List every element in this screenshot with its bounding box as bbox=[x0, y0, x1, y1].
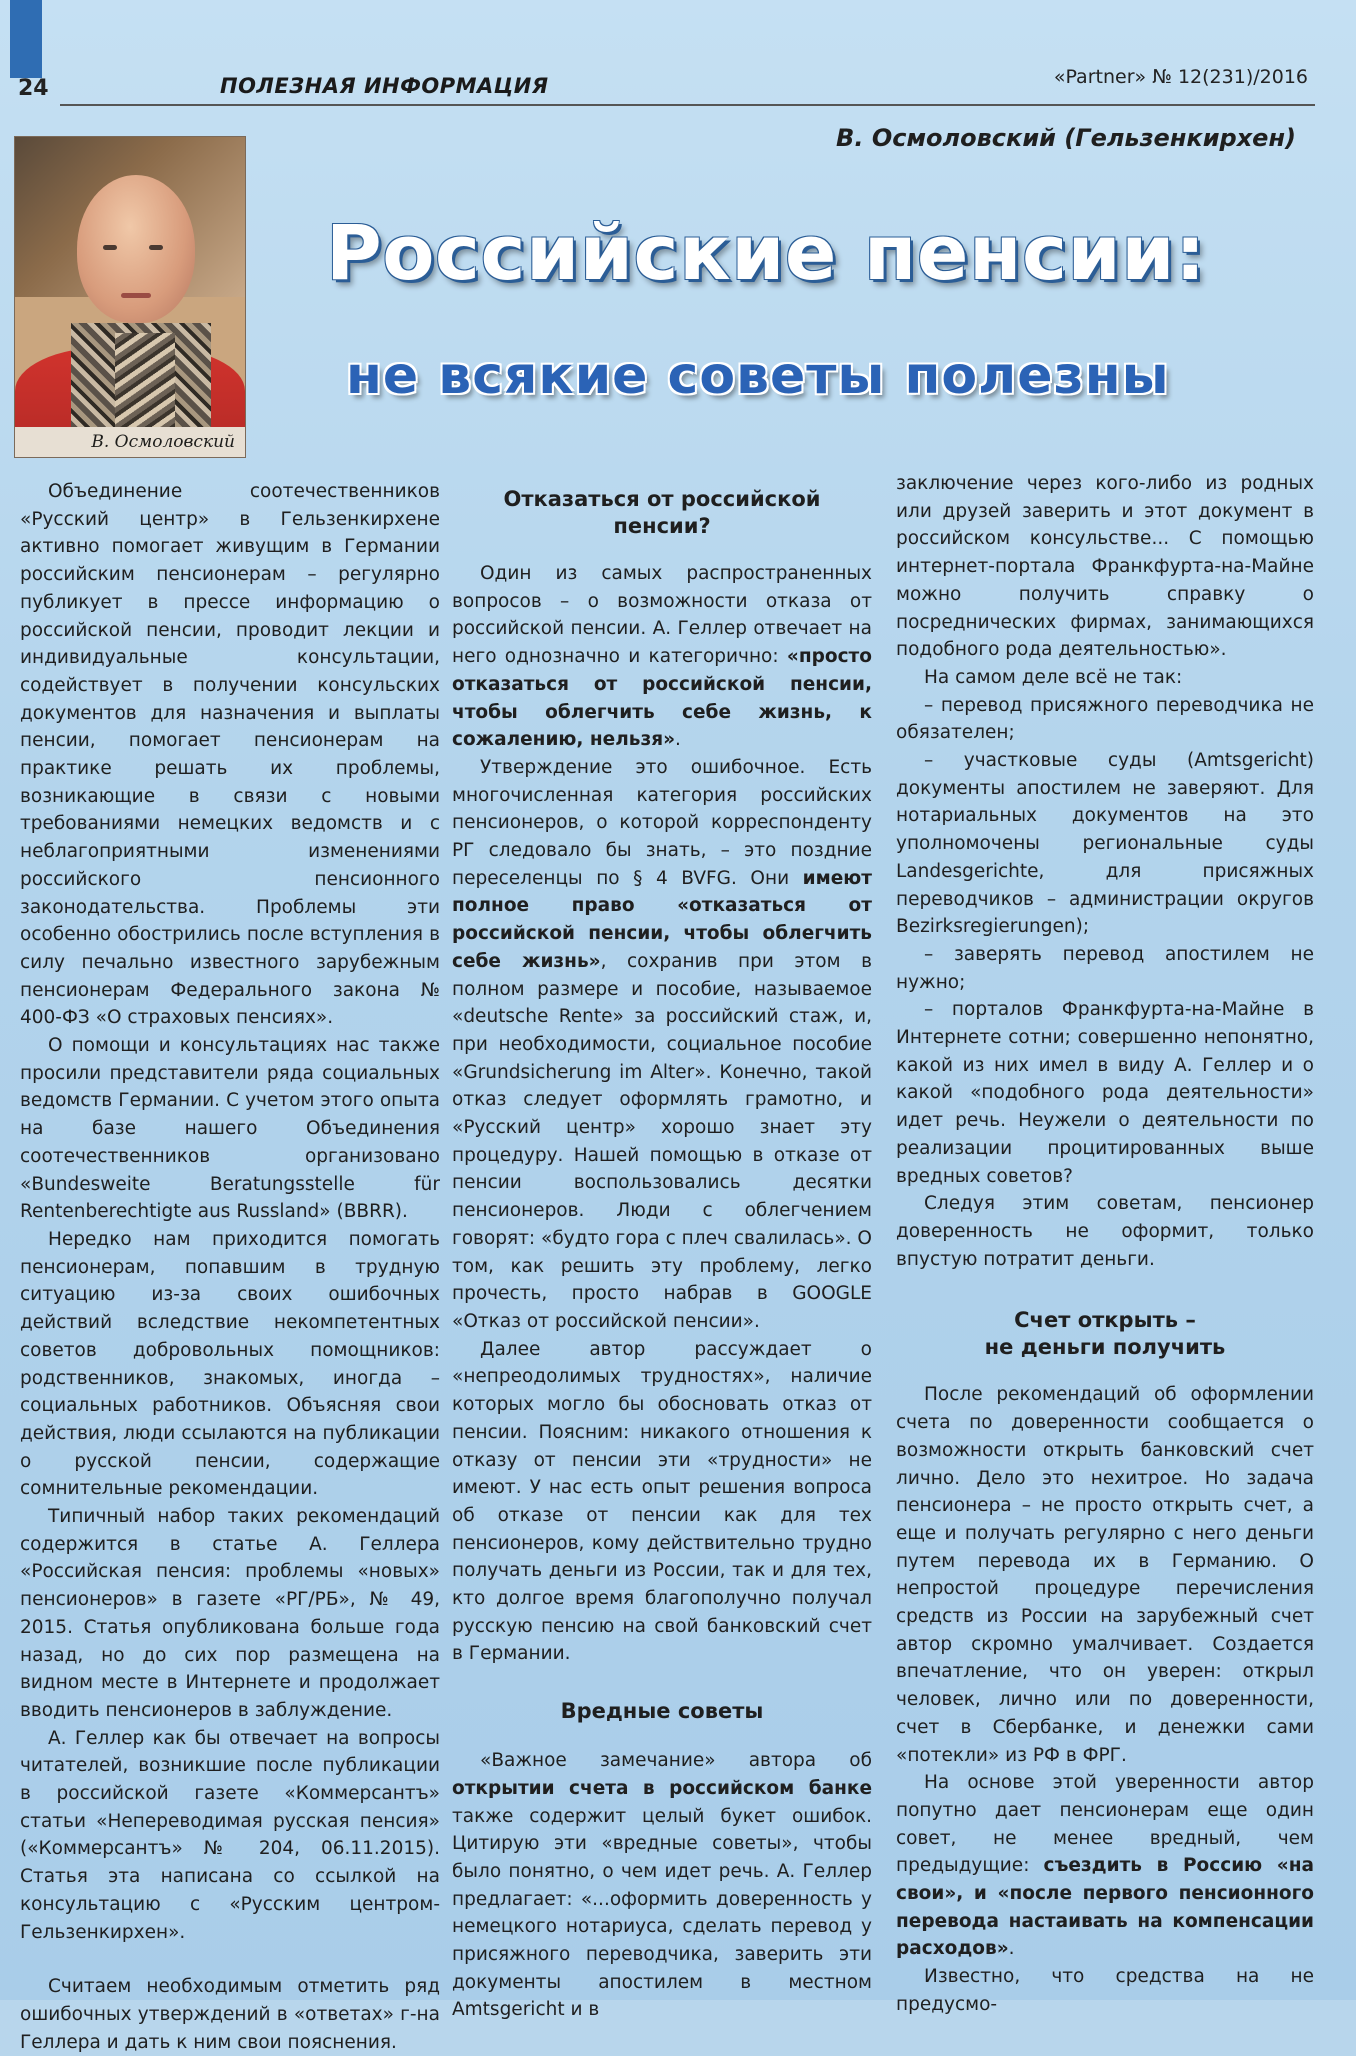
paragraph: – заверять перевод апостилем не нужно; bbox=[896, 943, 1314, 993]
issue-label: «Partner» № 12(231)/2016 bbox=[1053, 66, 1308, 88]
heading-line: пенсии? bbox=[613, 514, 711, 538]
text-run: На основе этой уверенности автор попутно дает пенсионерам еще один совет, не менее вредный, чем предыдущие: bbox=[896, 1772, 1314, 1877]
column-2 bbox=[452, 486, 872, 2024]
bold-phrase: открытии счета в российском банке bbox=[452, 1777, 872, 1799]
paragraph: О помощи и консультациях нас также просили представители ряда социальных ведомств Германии. С учетом этого опыта на базе нашего Объединения соотечественников организовано «Bundesweite Beratungsstelle für Rentenberechtigte aus Russland» (BBRR). bbox=[20, 1035, 440, 1223]
photo-eye-left bbox=[103, 245, 117, 250]
paragraph: заключение через кого-либо из родных или друзей заверить и этот документ в российском консульстве... С помощью интернет-портала Франкфурта-на-Майне можно получить справку о посреднических фирмах, занимающихся подобного рода деятельностью». bbox=[896, 473, 1314, 661]
paragraph: Считаем необходимым отметить ряд ошибочных утверждений в «ответах» г-на Геллера и дать к ним свои пояснения. bbox=[20, 1976, 440, 2053]
bold-quote: съездить в Россию «на свои», и «после первого пенсионного перевода настаивать на компенсации расходов» bbox=[896, 1855, 1314, 1960]
paragraph bbox=[452, 560, 872, 754]
photo-caption: В. Осмоловский bbox=[15, 427, 245, 457]
article-byline: В. Осмоловский (Гельзенкирхен) bbox=[836, 124, 1296, 152]
paragraph: Типичный набор таких рекомендаций содержится в статье А. Геллера «Российская пенсия: проблемы «новых» пенсионеров» в газете «РГ/РБ», № 49, 2015. Статья опубликована больше года назад, но до сих пор размещена на видном месте в Интернете и продолжает вводить пенсионеров в заблуждение. bbox=[20, 1506, 440, 1721]
bold-quote: «просто отказаться от российской пенсии, чтобы облегчить себе жизнь, к сожалению, нельзя» bbox=[452, 646, 872, 751]
article-title: Российские пенсии: bbox=[326, 208, 1206, 297]
text-run: . bbox=[1008, 1938, 1015, 1960]
paragraph bbox=[896, 1769, 1314, 1963]
photo-mouth bbox=[121, 293, 151, 298]
heading-line: Отказаться от российской bbox=[503, 487, 821, 511]
paragraph: – участковые суды (Amtsgericht) документы апостилем не заверяют. Для нотариальных документов на это уполномочены региональные суды Landesgerichte, для присяжных переводчиков – администрации округов Bezirksregierungen); bbox=[896, 750, 1314, 938]
paragraph: На самом деле всё не так: bbox=[924, 666, 1183, 688]
header-rule bbox=[60, 104, 1315, 106]
heading-line: не деньги получить bbox=[984, 1335, 1226, 1360]
paragraph: Нередко нам приходится помогать пенсионерам, попавшим в трудную ситуацию из-за своих ошибочных действий вследствие некомпетентных советов добровольных помощников: родственников, знакомых, иногда – социальных работников. Объясняя свои действия, люди ссылаются на публикации о русской пенсии, содержащие сомнительные рекомендации. bbox=[20, 1228, 440, 1500]
paragraph: Следуя этим советам, пенсионер доверенность не оформит, только впустую потратит деньги. bbox=[896, 1193, 1314, 1270]
paragraph bbox=[452, 754, 872, 1336]
photo-eye-right bbox=[149, 245, 163, 250]
section-title: ПОЛЕЗНАЯ ИНФОРМАЦИЯ bbox=[220, 74, 549, 98]
heading-line: Счет открыть – bbox=[1014, 1308, 1196, 1333]
column-1 bbox=[20, 478, 440, 2056]
paragraph: Далее автор рассуждает о «непреодолимых трудностях», наличие которых могло бы обосновать отказ от пенсии. Поясним: никакого отношения к отказу от пенсии эти «трудности» не имеют. У нас есть опыт решения вопроса об отказе от пенсии как для тех пенсионеров, кому действительно трудно получать деньги из России, так и для тех, кто долгое время благополучно получал русскую пенсию на свой банковский счет в Германии. bbox=[452, 1338, 872, 1665]
photo-head bbox=[77, 175, 195, 323]
text-run: , сохранив при этом в полном размере и пособие, называемое «deutsche Rente» за российский стаж, и, при необходимости, социальное пособие «Grundsicherung im Alter». Конечно, такой отказ следует оформлять грамотно, и «Русский центр» хорошо знает эту процедуру. Нашей помощью в отказе от пенсии воспользовались десятки пенсионеров. Люди с облегчением говорят: «будто гора с плеч свалилась». О том, как решить эту проблему, легко прочесть, просто набрав в GOOGLE «Отказ от российской пенсии». bbox=[452, 950, 872, 1332]
paragraph: После рекомендаций об оформлении счета по доверенности сообщается о возможности открыть банковский счет лично. Дело это нехитрое. Но задача пенсионера – не просто открыть счет, а еще и получать регулярно с него деньги путем перевода их в Германию. О непростой процедуре перечисления средств из России на зарубежный счет автор скромно умалчивает. Создается впечатление, что он уверен: открыл человек, лично или по доверенности, счет в Сбербанке, и денежки сами «потекли» из РФ в ФРГ. bbox=[896, 1384, 1314, 1766]
page-edge-tab bbox=[10, 0, 42, 78]
text-run: «Важное замечание» автора об bbox=[480, 1750, 872, 1772]
text-run: Один из самых распространенных вопросов – о возможности отказа от российской пенсии. А. Геллер отвечает на него однозначно и категорично: bbox=[452, 563, 872, 668]
paragraph bbox=[452, 1747, 872, 2024]
paragraph: Объединение соотечественников «Русский центр» в Гельзенкирхене активно помогает живущим в Германии российским пенсионерам – регулярно публикует в прессе информацию о российской пенсии, проводит лекции и индивидуальные консультации, содействует в получении консульских документов для назначения и выплаты пенсии, помогает пенсионерам на практике решать их проблемы, возникающие в связи с новыми требованиями немецких ведомств и с неблагоприятными изменениями российского пенсионного законодательства. Проблемы эти особенно обострились после вступления в силу печально известного зарубежным пенсионерам Федерального закона № 400-ФЗ «О страховых пенсиях». bbox=[20, 481, 440, 1029]
section-heading bbox=[452, 486, 872, 540]
text-run: Утверждение это ошибочное. Есть многочисленная категория российских пенсионеров, о которой корреспонденту РГ следовало бы знать, – это поздние переселенцы по § 4 BVFG. Они bbox=[452, 756, 872, 889]
text-run: также содержит целый букет ошибок. Цитирую эти «вредные советы», чтобы было понятно, о чем идет речь. А. Геллер предлагает: «...оформить доверенность у немецкого нотариуса, сделать перевод у присяжного переводчика, заверить эти документы апостилем в местном Amtsgericht и в bbox=[452, 1805, 872, 2021]
author-photo bbox=[14, 136, 246, 458]
paragraph: – порталов Франкфурта-на-Майне в Интернете сотни; совершенно непонятно, какой из них имел в виду А. Геллер и о какой «подобного рода деятельности» идет речь. Неужели о деятельности по реализации процитированных выше вредных советов? bbox=[896, 999, 1314, 1187]
section-heading: Вредные советы bbox=[560, 1699, 764, 1724]
paragraph: – перевод присяжного переводчика не обязателен; bbox=[896, 694, 1314, 744]
page-number: 24 bbox=[18, 76, 49, 101]
text-run: . bbox=[675, 729, 681, 751]
article-subtitle: не всякие советы полезны bbox=[346, 346, 1170, 406]
section-heading bbox=[896, 1307, 1314, 1361]
column-3 bbox=[896, 470, 1314, 2019]
paragraph: Известно, что средства на не предусмо- bbox=[896, 1966, 1314, 2015]
paragraph: А. Геллер как бы отвечает на вопросы читателей, возникшие после публикации в российской газете «Коммерсантъ» статьи «Непереводимая русская пенсия» («Коммерсантъ» № 204, 06.11.2015). Статья эта написана со ссылкой на консультацию с «Русским центром-Гельзенкирхен». bbox=[20, 1727, 440, 1943]
bold-quote: имеют полное право «отказаться от российской пенсии, чтобы облегчить себе жизнь» bbox=[452, 867, 872, 972]
